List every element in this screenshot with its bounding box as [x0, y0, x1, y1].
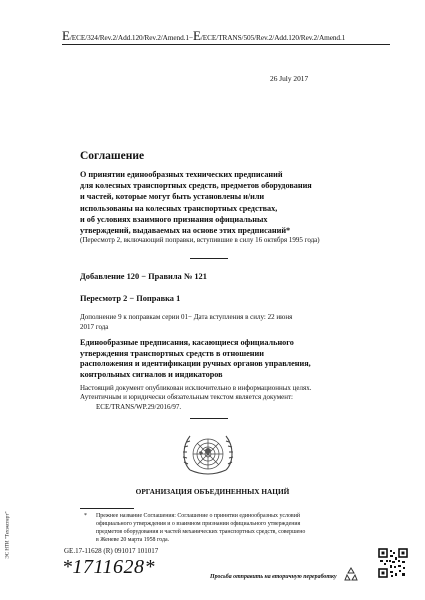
supplement-line: Дополнение 9 к поправкам серии 01− Дата вступления в силу: 22 июня — [80, 313, 293, 321]
agreement-title-line: использованы на колесных транспортных средствах, — [80, 203, 278, 213]
agreement-title-line: для колесных транспортных средств, предметов оборудования — [80, 181, 312, 191]
footnote-line: Прежнее название Соглашения: Соглашение о принятии единообразных условий — [96, 513, 301, 519]
revision-amendment: Пересмотр 2 − Поправка 1 — [80, 294, 181, 303]
regulation-title-line: расположения и идентификации ручных органов управления, — [80, 359, 311, 369]
qr-code-icon — [378, 548, 408, 578]
regulation-title-line: контрольных сигналов и индикаторов — [80, 369, 223, 379]
regulation-title-line: утверждения транспортных средств в отношении — [80, 348, 264, 358]
recycle-text: Просьба отправить на вторичную переработку — [210, 574, 337, 580]
footnote-line: в Женеве 20 марта 1958 года. — [96, 537, 170, 543]
supplement-line: 2017 года — [80, 322, 109, 331]
side-watermark — [2, 480, 14, 590]
symbol-part1-rest: /ECE/324/Rev.2/Add.120/Rev.2/Amend.1− — [69, 33, 193, 42]
organization-name: ОРГАНИЗАЦИЯ ОБЪЕДИНЕННЫХ НАЦИЙ — [135, 487, 290, 496]
publication-note — [80, 384, 360, 412]
barcode-text: *1711628* — [62, 556, 156, 578]
footnote-rule — [80, 508, 134, 509]
side-watermark-text: ЭС НТИ "Техэксперт" — [5, 511, 11, 559]
recycle-icon — [344, 567, 358, 581]
footnote-line: предметов оборудования и частей механических транспортных средств, совершено — [96, 529, 306, 535]
revision-note: (Пересмотр 2, включающий поправки, вступившие в силу 16 октября 1995 года) — [80, 236, 320, 244]
agreement-title-line: утверждений, выдаваемых на основе этих предписаний* — [80, 226, 291, 236]
authentic-document-symbol: ECE/TRANS/WP.29/2016/97. — [96, 402, 182, 411]
agreement-title: Соглашение — [80, 150, 145, 162]
agreement-title-line: и об условиях взаимного признания официальных — [80, 214, 268, 224]
header-rule — [62, 44, 390, 45]
document-date: 26 July 2017 — [270, 74, 309, 83]
footnote-mark: * — [84, 513, 87, 519]
symbol-part2-rest: /ECE/TRANS/505/Rev.2/Add.120/Rev.2/Amend.1 — [200, 33, 346, 42]
publication-note-line: Аутентичным и юридически обязательным текстом является документ: — [80, 393, 293, 402]
agreement-title-line: и частей, которые могут быть установлены и/или — [80, 192, 265, 202]
job-number: GE.17-11628 (R) 091017 101017 — [64, 547, 159, 555]
separator-rule — [190, 418, 228, 419]
agreement-title-line: О принятии единообразных технических предписаний — [80, 170, 283, 179]
un-emblem-icon — [172, 430, 244, 482]
publication-note-line: Настоящий документ опубликован исключительно в информационных целях. — [80, 384, 312, 392]
document-symbol — [62, 28, 345, 44]
footnote — [80, 512, 360, 544]
regulation-title — [80, 338, 350, 380]
regulation-title-line: Единообразные предписания, касающиеся официального — [80, 338, 294, 347]
supplement-note — [80, 313, 340, 332]
addendum-title: Добавление 120 − Правила № 121 — [80, 272, 207, 281]
separator-rule — [190, 258, 228, 259]
symbol-part1-letter: E — [62, 28, 70, 43]
footnote-line: официального утверждения и о взаимном признании официального утверждения — [96, 521, 301, 527]
agreement-full-title — [80, 169, 360, 236]
symbol-part2-letter: E — [192, 28, 201, 43]
